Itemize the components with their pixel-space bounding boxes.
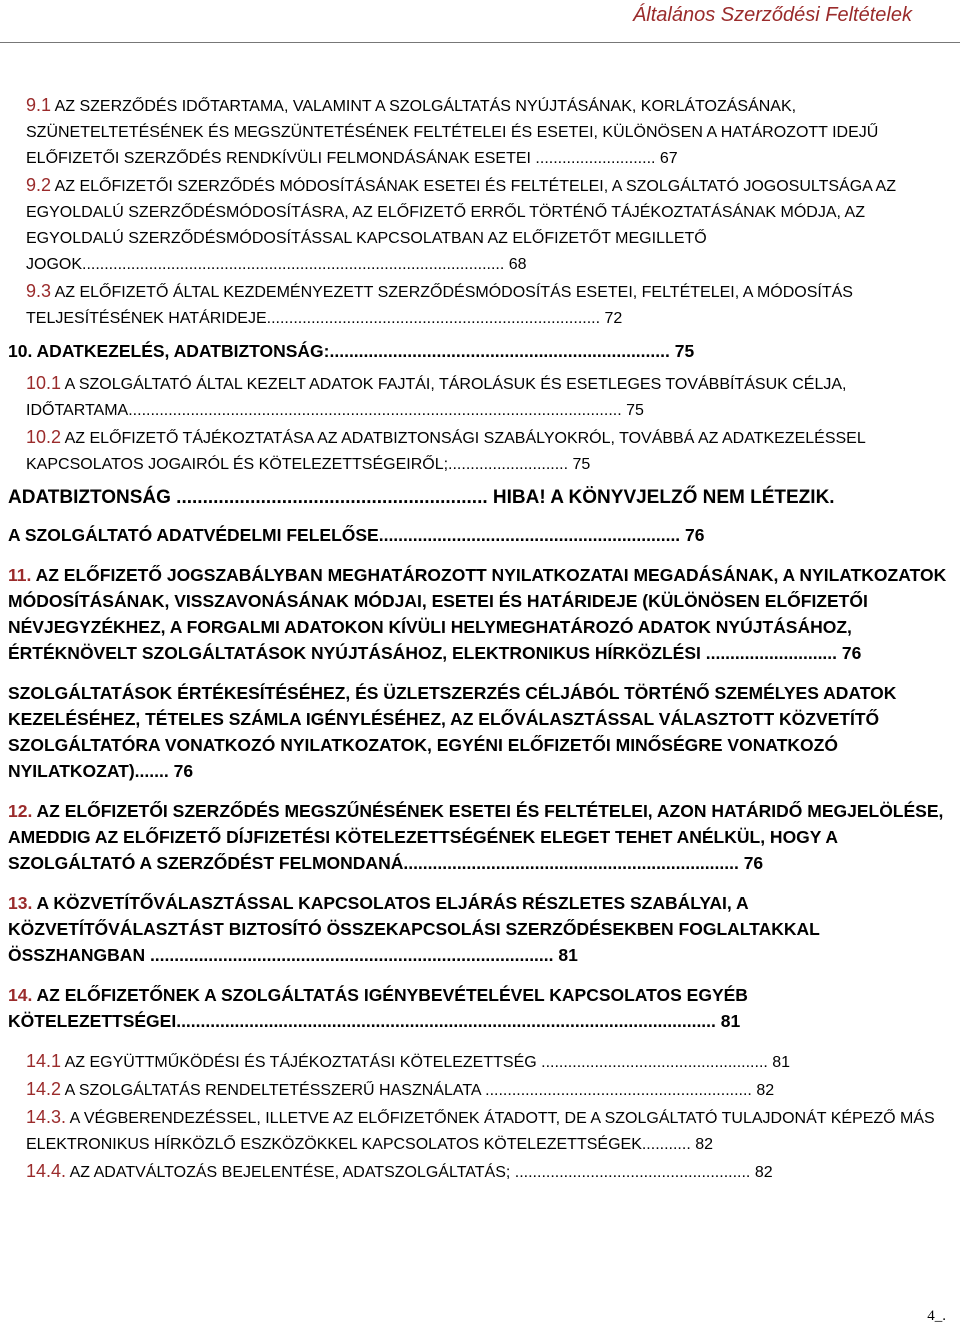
- toc-entry-text: AZ SZERZŐDÉS IDŐTARTAMA, VALAMINT A SZOLGÁLTATÁS NYÚJTÁSÁNAK, KORLÁTOZÁSÁNAK, SZÜNETELTETÉSÉNEK ÉS MEGSZÜNTETÉSÉNEK FELTÉTELEI ÉS ESETEI, KÜLÖNÖSEN A HATÁROZOTT IDEJŰ ELŐFIZETŐI SZERZŐDÉS RENDKÍVÜLI FELMONDÁSÁNAK ESETEI ...........................: [26, 98, 883, 167]
- toc-entry-10[interactable]: [0, 338, 955, 364]
- toc-entry-number: 11.: [8, 565, 32, 585]
- header-divider: [0, 42, 960, 43]
- toc-entry-szolgaltatasok[interactable]: [0, 680, 955, 784]
- toc-entry-number: 14.1: [26, 1051, 62, 1071]
- toc-entry-number: 9.2: [26, 175, 52, 195]
- toc-entry-adatvedelmi-felelos[interactable]: [0, 522, 955, 548]
- toc-entry-text: AZ ELŐFIZETŐ ÁLTAL KEZDEMÉNYEZETT SZERZŐDÉSMÓDOSÍTÁS ESETEI, FELTÉTELEI, A MÓDOSÍTÁS TELJESÍTÉSÉNEK HATÁRIDEJE...........................................................................: [26, 284, 858, 327]
- toc-entry-number: 12.: [8, 801, 33, 821]
- toc-entry-page: 81: [558, 945, 578, 965]
- toc-entry-text: A SZOLGÁLTATÓ ÁLTAL KEZELT ADATOK FAJTÁI, TÁROLÁSUK ÉS ESETLEGES TOVÁBBÍTÁSUK CÉLJA, IDŐTARTAMA...............................................................................................................: [26, 376, 851, 419]
- page-number: 4_.: [927, 1308, 946, 1324]
- toc-entry-text: AZ ELŐFIZETŐNEK A SZOLGÁLTATÁS IGÉNYBEVÉTELÉVEL KAPCSOLATOS EGYÉB KÖTELEZETTSÉGEI...............................................................................................................: [8, 985, 753, 1031]
- toc-entry-text: AZ ELŐFIZETŐ TÁJÉKOZTATÁSA AZ ADATBIZTONSÁGI SZABÁLYOKRÓL, TOVÁBBÁ AZ ADATKEZELÉSSEL KAPCSOLATOS JOGAIRÓL ÉS KÖTELEZETTSÉGEIRŐL;...........................: [26, 430, 870, 473]
- toc-entry-14-3[interactable]: [0, 1104, 955, 1158]
- toc-entry-number: 14.4.: [26, 1161, 67, 1181]
- toc-entry-14-4[interactable]: [0, 1158, 955, 1186]
- toc-entry-page: 82: [695, 1136, 713, 1153]
- document-header-title: Általános Szerződési Feltételek: [632, 4, 912, 26]
- toc-entry-text: A KÖZVETÍTŐVÁLASZTÁSSAL KAPCSOLATOS ELJÁRÁS RÉSZLETES SZABÁLYAI, A KÖZVETÍTŐVÁLASZTÁST BIZTOSÍTÓ ÖSSZEKAPCSOLÁSI SZERZŐDÉSEKBEN FOGLALTAKKAL ÖSSZHANGBAN ...................................................................................: [8, 893, 825, 965]
- toc-entry-number: 14.3.: [26, 1107, 67, 1127]
- toc-entry-text: AZ ELŐFIZETŐI SZERZŐDÉS MÓDOSÍTÁSÁNAK ESETEI ÉS FELTÉTELEI, A SZOLGÁLTATÓ JOGOSULTSÁGA AZ EGYOLDALÚ SZERZŐDÉSMÓDOSÍTÁSRA, AZ ELŐFIZETŐ ERRŐL TÖRTÉNŐ TÁJÉKOZTATÁSÁNAK MÓDJA, AZ EGYOLDALÚ SZERZŐDÉSMÓDOSÍTÁSSAL KAPCSOLATBAN AZ ELŐFIZETŐT MEGILLETŐ JOGOK...............................................................................................: [26, 178, 901, 273]
- toc-entry-14-2[interactable]: [0, 1076, 955, 1104]
- toc-entry-text: AZ EGYÜTTMŰKÖDÉSI ÉS TÁJÉKOZTATÁSI KÖTELEZETTSÉG ...................................................: [64, 1054, 773, 1071]
- table-of-contents: [0, 92, 955, 1186]
- toc-entry-text: AZ ELŐFIZETŐ JOGSZABÁLYBAN MEGHATÁROZOTT NYILATKOZATAI MEGADÁSÁNAK, A NYILATKOZATOK MÓDOSÍTÁSÁNAK, VISSZAVONÁSÁNAK MÓDJAI, ESETEI ÉS HATÁRIDEJE (KÜLÖNÖSEN ELŐFIZETŐI NÉVJEGYZÉKHEZ, A FORGALMI ADATOKON KÍVÜLI HELYMEGHATÁROZÓ ADATOK NYÚJTÁSÁHOZ, ÉRTÉKNÖVELT SZOLGÁLTATÁSOK NYÚJTÁSÁHOZ, ELEKTRONIKUS HÍRKÖZLÉSI ...........................: [8, 565, 952, 663]
- toc-entry-text: AZ ELŐFIZETŐI SZERZŐDÉS MEGSZŰNÉSÉNEK ESETEI ÉS FELTÉTELEI, AZON HATÁRIDŐ MEGJELÖLÉSE, AMEDDIG AZ ELŐFIZETŐ DÍJFIZETÉSI KÖTELEZETTSÉGÉNEK ELEGET TEHET ANÉLKÜL, HOGY A SZOLGÁLTATÓ A SZERZŐDÉST FELMONDANÁ.....................................................................: [8, 801, 948, 873]
- toc-entry-page: 68: [508, 256, 527, 273]
- toc-entry-10-1[interactable]: [0, 370, 955, 424]
- toc-entry-page: 76: [173, 761, 194, 781]
- toc-entry-12[interactable]: [0, 798, 955, 876]
- toc-entry-9-2[interactable]: [0, 172, 955, 278]
- toc-entry-14-1[interactable]: [0, 1048, 955, 1076]
- toc-entry-page: 82: [756, 1082, 775, 1099]
- toc-entry-page: 76: [841, 643, 862, 663]
- toc-entry-page: 76: [743, 853, 764, 873]
- toc-entry-page: 75: [572, 456, 591, 473]
- toc-entry-page: 67: [659, 150, 678, 167]
- toc-entry-page: 81: [772, 1054, 791, 1071]
- toc-entry-number: 10.2: [26, 427, 62, 447]
- toc-entry-11[interactable]: [0, 562, 955, 666]
- toc-entry-adatbiztonsag[interactable]: [0, 484, 955, 512]
- toc-entry-13[interactable]: [0, 890, 955, 968]
- toc-entry-page: 82: [754, 1164, 773, 1181]
- toc-entry-14[interactable]: [0, 982, 955, 1034]
- toc-entry-10-2[interactable]: [0, 424, 955, 478]
- toc-entry-number: 9.1: [26, 95, 52, 115]
- toc-entry-number: 14.: [8, 985, 33, 1005]
- toc-entry-text: ADATKEZELÉS, ADATBIZTONSÁG:......................................................................: [36, 341, 675, 361]
- toc-entry-text: A SZOLGÁLTATÓ ADATVÉDELMI FELELŐSE..............................................................: [8, 525, 686, 545]
- toc-entry-page: 81: [720, 1011, 741, 1031]
- toc-entry-9-3[interactable]: [0, 278, 955, 332]
- toc-entry-text: ADATBIZTONSÁG ........................................................... HIBA! A KÖNYVJELZŐ NEM LÉTEZIK.: [8, 487, 835, 508]
- toc-entry-number: 14.2: [26, 1079, 62, 1099]
- toc-entry-page: 76: [685, 525, 705, 545]
- toc-entry-number: 10.1: [26, 373, 62, 393]
- toc-entry-9-1[interactable]: [0, 92, 955, 172]
- toc-entry-text: A SZOLGÁLTATÁS RENDELTETÉSSZERŰ HASZNÁLATA ............................................................: [64, 1082, 757, 1099]
- toc-entry-page: 72: [604, 310, 623, 327]
- toc-entry-page: 75: [626, 402, 644, 419]
- toc-entry-page: 75: [674, 341, 695, 361]
- toc-entry-text: A VÉGBERENDEZÉSSEL, ILLETVE AZ ELŐFIZETŐNEK ÁTADOTT, DE A SZOLGÁLTATÓ TULAJDONÁT KÉPEZŐ MÁS ELEKTRONIKUS HÍRKÖZLŐ ESZKÖZÖKKEL KAPCSOLATOS KÖTELEZETTSÉGEK...........: [26, 1110, 940, 1153]
- toc-entry-number: 10.: [8, 341, 33, 361]
- toc-entry-number: 13.: [8, 893, 33, 913]
- toc-entry-text: SZOLGÁLTATÁSOK ÉRTÉKESÍTÉSÉHEZ, ÉS ÜZLETSZERZÉS CÉLJÁBÓL TÖRTÉNŐ SZEMÉLYES ADATOK KEZELÉSÉHEZ, TÉTELES SZÁMLA IGÉNYLÉSÉHEZ, AZ ELŐVÁLASZTÁSSAL VÁLASZTOTT KÖZVETÍTŐ SZOLGÁLTATÓRA VONATKOZÓ NYILATKOZATOK, EGYÉNI ELŐFIZETŐI MINŐSÉGRE VONATKOZÓ NYILATKOZAT).......: [8, 683, 902, 781]
- toc-entry-number: 9.3: [26, 281, 52, 301]
- toc-entry-text: AZ ADATVÁLTOZÁS BEJELENTÉSE, ADATSZOLGÁLTATÁS; .....................................................: [69, 1164, 755, 1181]
